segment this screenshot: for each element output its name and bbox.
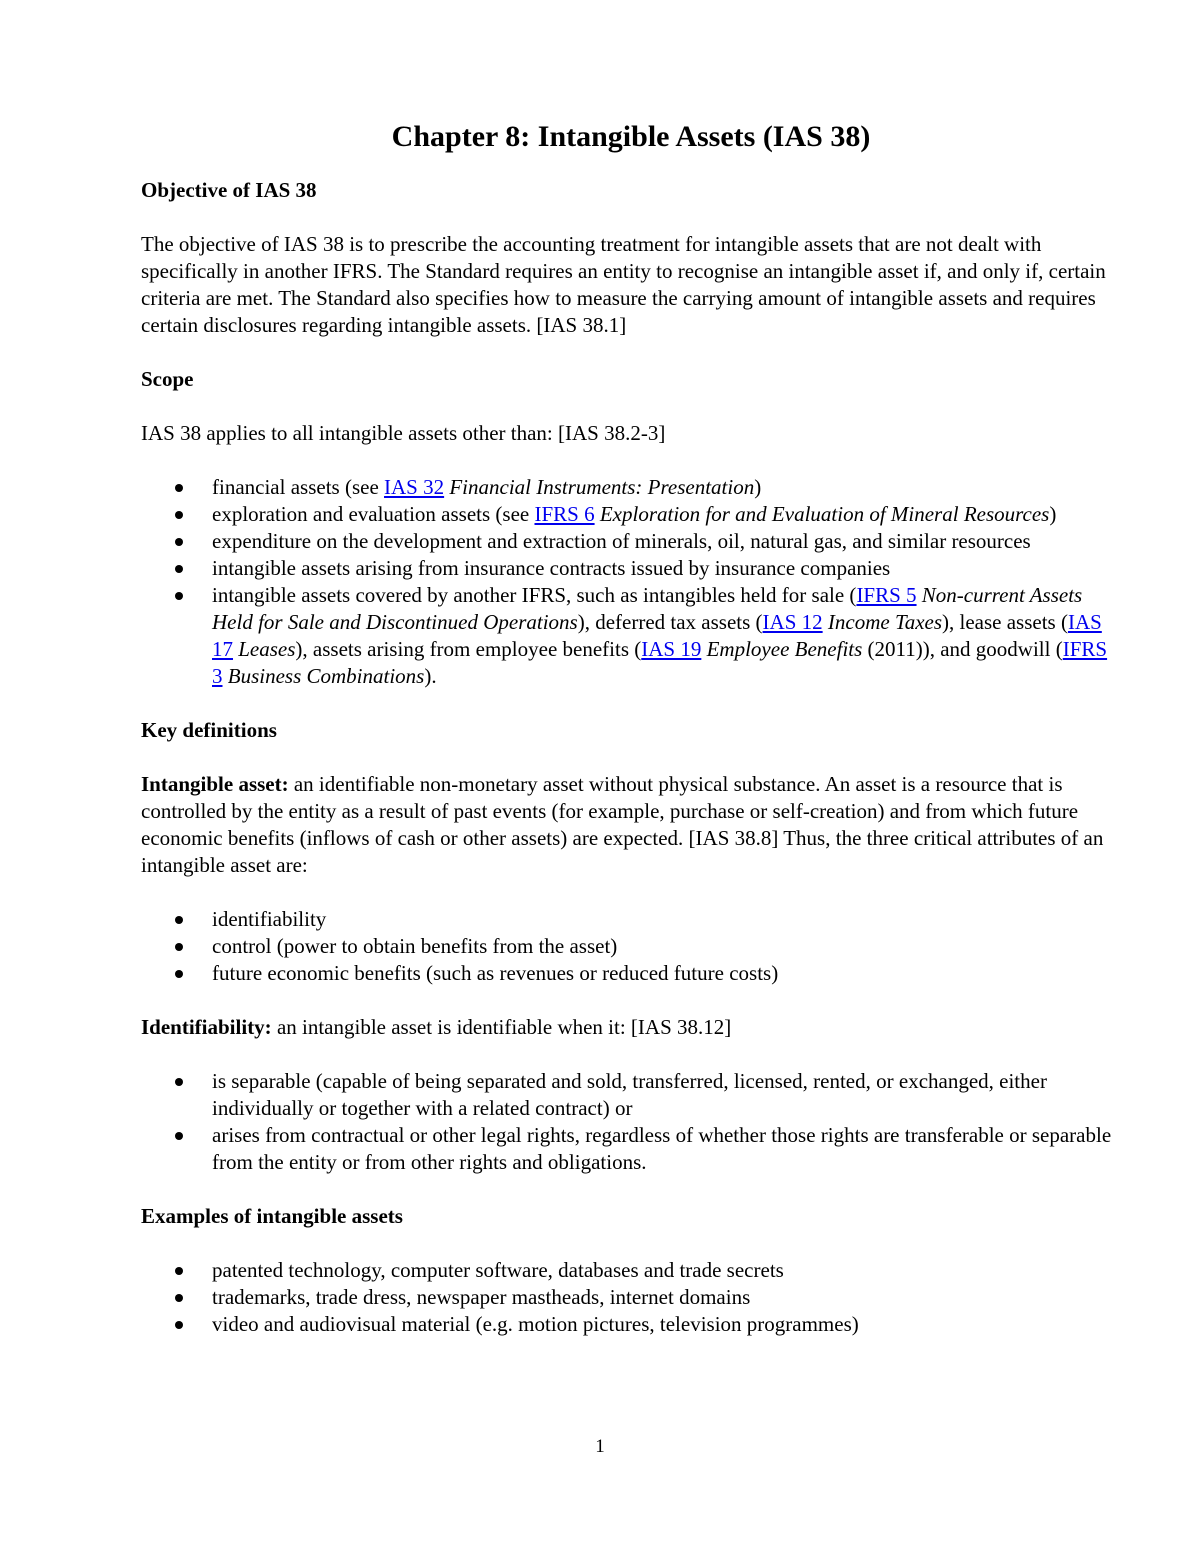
ias17-link[interactable]: IAS 17 — [212, 610, 1102, 661]
objective-heading: Objective of IAS 38 — [141, 178, 317, 202]
page-title: Chapter 8: Intangible Assets (IAS 38) — [391, 120, 871, 153]
list-item: financial assets (see IAS 32 Financial Instruments: Presentation) — [141, 474, 1121, 501]
scope-intro: IAS 38 applies to all intangible assets other than: [IAS 38.2-3] — [141, 421, 666, 445]
list-item: expenditure on the development and extraction of minerals, oil, natural gas, and similar resources — [141, 528, 1121, 555]
identifiability-definition: Identifiability: an intangible asset is identifiable when it: [IAS 38.12] — [141, 1015, 732, 1039]
ifrs5-link[interactable]: IFRS 5 — [856, 583, 917, 607]
list-item: trademarks, trade dress, newspaper mastheads, internet domains — [141, 1284, 1121, 1311]
list-item: intangible assets arising from insurance contracts issued by insurance companies — [141, 555, 1121, 582]
list-item: video and audiovisual material (e.g. motion pictures, television programmes) — [141, 1311, 1121, 1338]
list-item: exploration and evaluation assets (see IFRS 6 Exploration for and Evaluation of Mineral Resources) — [141, 501, 1121, 528]
page-number: 1 — [595, 1436, 605, 1457]
intangible-asset-definition: Intangible asset: an identifiable non-monetary asset without physical substance. An asset is a resource that is controlled by the entity as a result of past events (for example, purchase or self-creation) and from which future economic benefits (inflows of cash or other assets) are expected. [IAS 38.8] Thus, the three critical attributes of an intangible asset are: — [141, 772, 1104, 877]
document-body — [141, 118, 1121, 1365]
list-item: patented technology, computer software, databases and trade secrets — [141, 1257, 1121, 1284]
list-item: control (power to obtain benefits from the asset) — [141, 933, 1121, 960]
definitions-heading: Key definitions — [141, 718, 277, 742]
scope-list — [141, 474, 1121, 690]
ias32-link[interactable]: IAS 32 — [384, 475, 445, 499]
objective-paragraph: The objective of IAS 38 is to prescribe the accounting treatment for intangible assets that are not dealt with specifically in another IFRS. The Standard requires an entity to recognise an intangible asset if, and only if, certain criteria are met. The Standard also specifies how to measure the carrying amount of intangible assets and requires certain disclosures regarding intangible assets. [IAS 38.1] — [141, 232, 1106, 337]
list-item: future economic benefits (such as revenues or reduced future costs) — [141, 960, 1121, 987]
list-item: intangible assets covered by another IFRS, such as intangibles held for sale (IFRS 5 Non-current Assets Held for Sale and Discontinued Operations), deferred tax assets (IAS 12 Income Taxes), lease assets (IAS 17 Leases), assets arising from employee benefits (IAS 19 Employee Benefits (2011)), and goodwill (IFRS 3 Business Combinations). — [141, 582, 1121, 690]
list-item: is separable (capable of being separated and sold, transferred, licensed, rented, or exchanged, either individually or together with a related contract) or — [141, 1068, 1121, 1122]
intangible-asset-term: Intangible asset: — [141, 772, 289, 796]
identifiability-term: Identifiability: — [141, 1015, 272, 1039]
attributes-list — [141, 906, 1121, 987]
identifiability-list — [141, 1068, 1121, 1176]
ias19-link[interactable]: IAS 19 — [641, 637, 702, 661]
scope-heading: Scope — [141, 367, 194, 391]
list-item: identifiability — [141, 906, 1121, 933]
ias12-link[interactable]: IAS 12 — [762, 610, 823, 634]
ifrs3-link[interactable]: IFRS 3 — [212, 637, 1108, 688]
examples-list — [141, 1257, 1121, 1338]
ifrs6-link[interactable]: IFRS 6 — [534, 502, 595, 526]
examples-heading: Examples of intangible assets — [141, 1204, 403, 1228]
list-item: arises from contractual or other legal rights, regardless of whether those rights are transferable or separable from the entity or from other rights and obligations. — [141, 1122, 1121, 1176]
